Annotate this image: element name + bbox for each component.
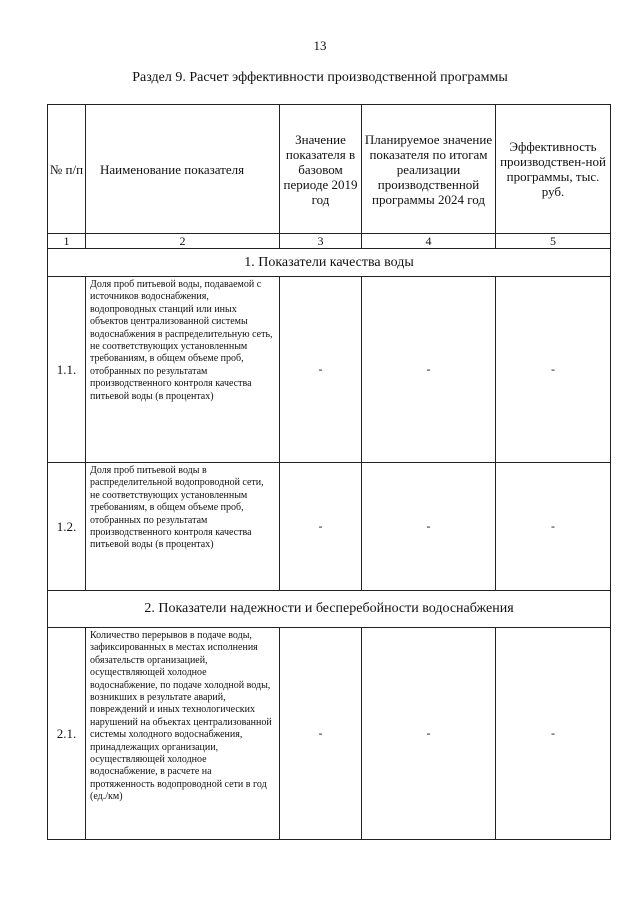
header-planned-value: Планируемое значение показателя по итогам реализации производственной программы 2024 год <box>362 105 496 234</box>
column-number: 2 <box>86 234 280 249</box>
column-number: 1 <box>48 234 86 249</box>
column-number: 3 <box>280 234 362 249</box>
header-effectiveness: Эффективность производствен-ной программы, тыс. руб. <box>496 105 611 234</box>
effectiveness-value: - <box>496 628 611 840</box>
column-number: 4 <box>362 234 496 249</box>
section-title: Раздел 9. Расчет эффективности производственной программы <box>132 70 508 85</box>
effectiveness-value: - <box>496 463 611 591</box>
effectiveness-value: - <box>496 277 611 463</box>
row-number: 1.2. <box>48 463 86 591</box>
indicator-name: Доля проб питьевой воды, подаваемой с источников водоснабжения, водопроводных станций или иных объектов централизованной системы водоснабжения в распределительную сеть, не соответствующих установленным требованиям, в общем объеме проб, отобранных по результатам производственного контроля качества питьевой воды (в процентах) <box>86 277 280 463</box>
planned-value: - <box>362 277 496 463</box>
table-row <box>48 463 611 591</box>
column-number-row <box>48 234 611 249</box>
header-row <box>48 105 611 234</box>
column-number: 5 <box>496 234 611 249</box>
section-row <box>48 249 611 277</box>
section-heading: 1. Показатели качества воды <box>48 249 611 277</box>
header-indicator-name: Наименование показателя <box>86 105 280 234</box>
section-heading: 2. Показатели надежности и бесперебойности водоснабжения <box>48 591 611 628</box>
row-number: 2.1. <box>48 628 86 840</box>
base-value: - <box>280 277 362 463</box>
base-value: - <box>280 628 362 840</box>
table-row <box>48 628 611 840</box>
header-base-value: Значение показателя в базовом периоде 2019 год <box>280 105 362 234</box>
base-value: - <box>280 463 362 591</box>
planned-value: - <box>362 463 496 591</box>
indicator-name: Доля проб питьевой воды в распределительной водопроводной сети, не соответствующих установленным требованиям, в общем объеме проб, отобранных по результатам производственного контроля качества питьевой воды (в процентах) <box>86 463 280 591</box>
planned-value: - <box>362 628 496 840</box>
page-number: 13 <box>313 38 327 53</box>
table-row <box>48 277 611 463</box>
indicator-name: Количество перерывов в подаче воды, зафиксированных в местах исполнения обязательств организацией, осуществляющей холодное водоснабжение, по подаче холодной воды, возникших в результате аварий, повреждений и иных технологических нарушений на объектах централизованной системы холодного водоснабжения, принадлежащих организации, осуществляющей холодное водоснабжение, в расчете на протяженность водопроводной сети в год (ед./км) <box>86 628 280 840</box>
section-row <box>48 591 611 628</box>
header-number: № п/п <box>48 105 86 234</box>
efficiency-table <box>47 104 611 840</box>
row-number: 1.1. <box>48 277 86 463</box>
